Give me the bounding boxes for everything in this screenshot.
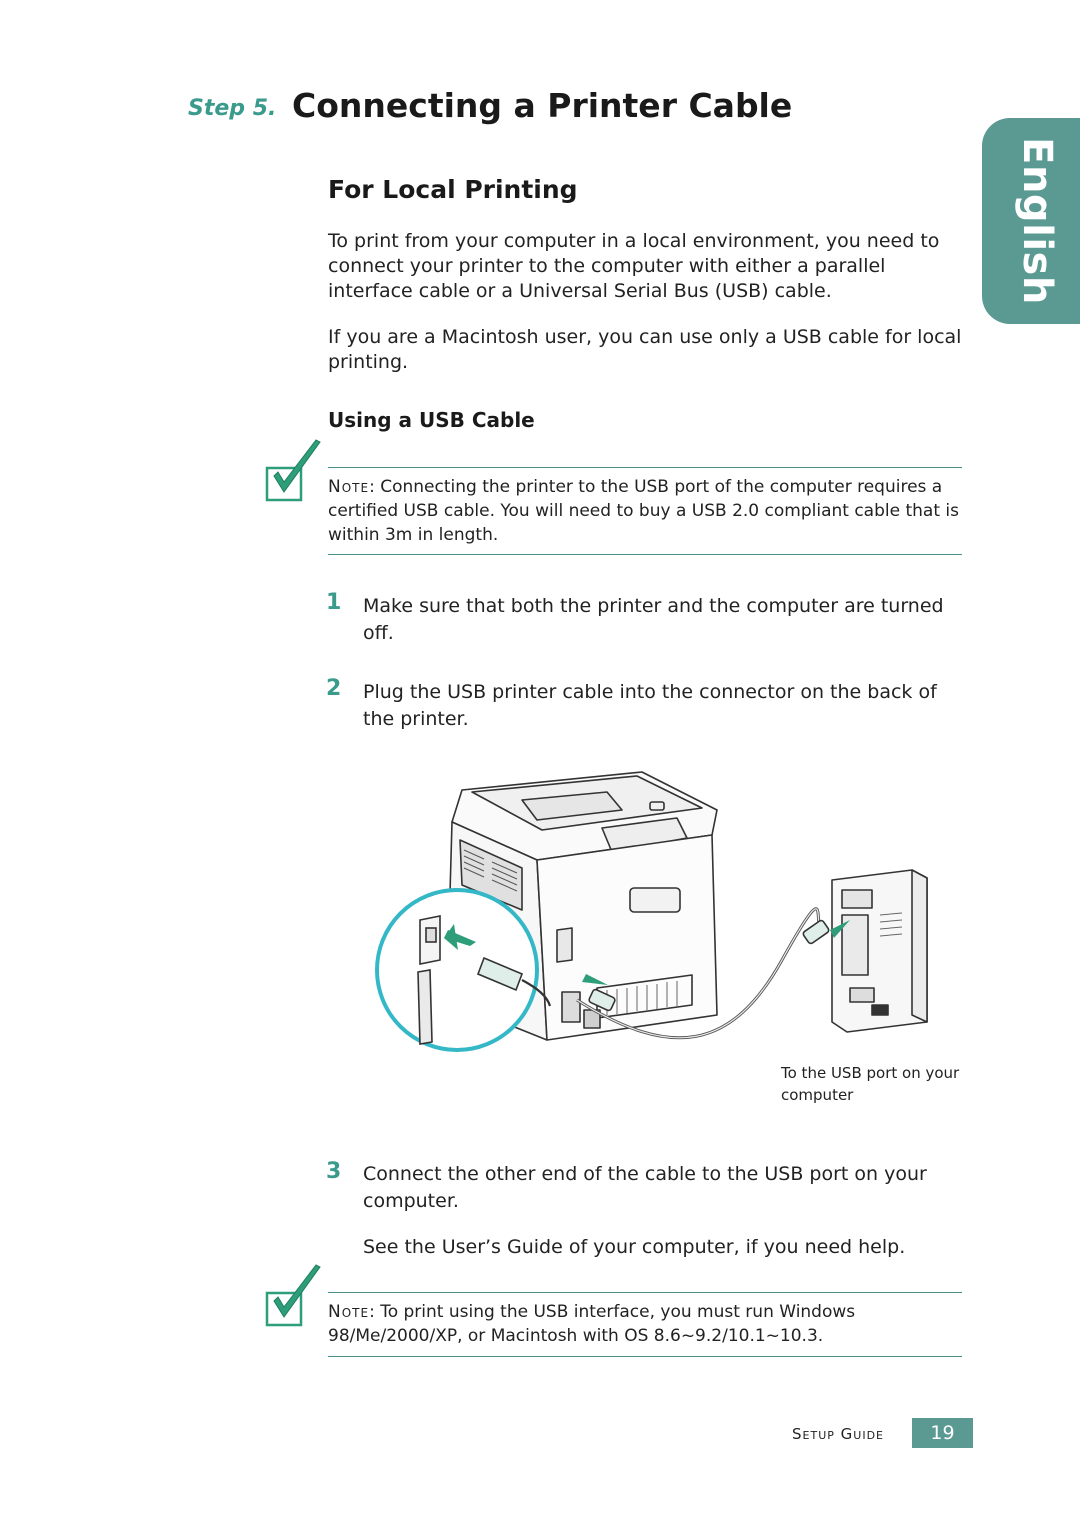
step-extra-text: See the User’s Guide of your computer, if you need help. <box>363 1236 906 1258</box>
note-divider-top <box>328 1292 962 1293</box>
macintosh-paragraph: If you are a Macintosh user, you can use only a USB cable for local printing. <box>328 326 962 373</box>
footer-guide-label: Setup Guide <box>792 1425 884 1443</box>
note-body: : Connecting the printer to the USB port of the computer requires a certified USB cable. You will need to buy a USB 2.0 compliant cable that is within 3m in length. <box>328 477 959 545</box>
page-title: Connecting a Printer Cable <box>292 86 793 125</box>
step-text: Plug the USB printer cable into the connector on the back of the printer. <box>363 681 937 730</box>
intro-paragraph: To print from your computer in a local environment, you need to connect your printer to the computer with either a parallel interface cable or a Universal Serial Bus (USB) cable. <box>328 230 940 302</box>
page-number: 19 <box>912 1418 973 1448</box>
checkmark-icon <box>264 438 326 504</box>
section-heading: For Local Printing <box>328 175 578 204</box>
printer-usb-illustration <box>372 760 942 1060</box>
note-usb-cable <box>328 475 962 547</box>
figure-caption: To the USB port on your computer <box>781 1064 960 1104</box>
note-label: Note <box>328 1302 370 1322</box>
note-label: Note <box>328 477 370 497</box>
step-number: 3 <box>326 1159 342 1184</box>
note-body: : To print using the USB interface, you must run Windows 98/Me/2000/XP, or Macintosh with OS 8.6~9.2/10.1~10.3. <box>328 1302 856 1346</box>
step-text: Connect the other end of the cable to the USB port on your computer. <box>363 1163 927 1212</box>
note-divider-top <box>328 467 962 468</box>
note-divider-bottom <box>328 1356 962 1357</box>
side-tab-label: English <box>1014 137 1060 305</box>
step-number: 2 <box>326 676 342 701</box>
step-text: Make sure that both the printer and the computer are turned off. <box>363 595 944 644</box>
step-prefix: Step 5. <box>188 96 277 121</box>
step-number: 1 <box>326 590 342 615</box>
note-os-requirement <box>328 1300 962 1348</box>
subsection-heading: Using a USB Cable <box>328 408 535 432</box>
language-side-tab <box>982 118 1080 324</box>
checkmark-icon <box>264 1263 326 1329</box>
note-divider-bottom <box>328 554 962 555</box>
